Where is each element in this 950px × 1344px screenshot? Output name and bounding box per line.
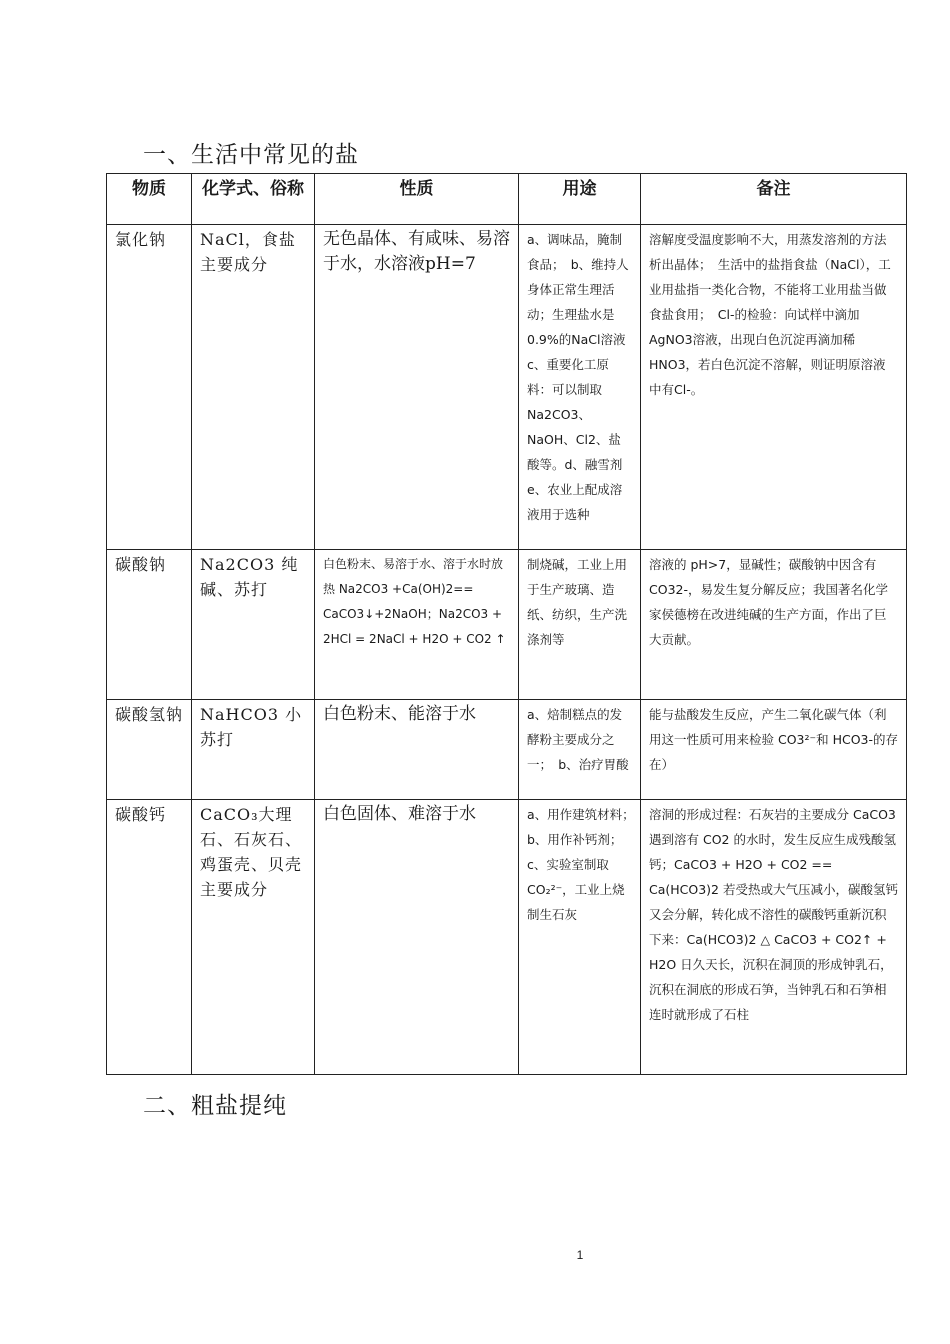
cell-formula: NaCl，食盐主要成分 bbox=[192, 225, 315, 550]
cell-usage: a、调味品，腌制食品； b、维持人身体正常生理活动；生理盐水是0.9%的NaCl溶液 c、重要化工原料：可以制取Na2CO3、NaOH、Cl2、盐酸等。d、融雪剂 e、农业上配成溶液用于选种 bbox=[519, 225, 641, 550]
cell-note: 溶洞的形成过程：石灰岩的主要成分 CaCO3 遇到溶有 CO2 的水时，发生反应生成残酸氢钙；CaCO3 + H2O + CO2 == Ca(HCO3)2 若受热或大气压减小，碳酸氢钙又会分解，转化成不溶性的碳酸钙重新沉积下来：Ca(HCO3)2 △ CaCO3 + CO2↑ + H2O 日久天长，沉积在洞顶的形成钟乳石，沉积在洞底的形成石笋，当钟乳石和石笋相连时就形成了石柱 bbox=[641, 800, 907, 1075]
header-substance: 物质 bbox=[107, 174, 192, 225]
cell-property: 无色晶体、有咸味、易溶于水，水溶液pH=7 bbox=[315, 225, 519, 550]
cell-property: 白色固体、难溶于水 bbox=[315, 800, 519, 1075]
page-number: 1 bbox=[576, 1248, 584, 1262]
cell-property: 白色粉末、能溶于水 bbox=[315, 700, 519, 800]
cell-usage: a、用作建筑材料； b、用作补钙剂； c、实验室制取CO₂²⁻，工业上烧制生石灰 bbox=[519, 800, 641, 1075]
header-formula: 化学式、俗称 bbox=[192, 174, 315, 225]
section-title-salt-purification: 二、粗盐提纯 bbox=[143, 1093, 287, 1119]
cell-formula: CaCO₃大理石、石灰石、鸡蛋壳、贝壳主要成分 bbox=[192, 800, 315, 1075]
cell-note: 溶液的 pH>7，显碱性；碳酸钠中因含有 CO32-，易发生复分解反应；我国著名化学家侯德榜在改进纯碱的生产方面，作出了巨大贡献。 bbox=[641, 550, 907, 700]
table-row bbox=[107, 800, 907, 1075]
cell-substance: 氯化钠 bbox=[107, 225, 192, 550]
cell-substance: 碳酸氢钠 bbox=[107, 700, 192, 800]
cell-note: 能与盐酸发生反应，产生二氧化碳气体（利用这一性质可用来检验 CO3²⁻和 HCO3-的存在） bbox=[641, 700, 907, 800]
cell-formula: Na2CO3 纯碱、苏打 bbox=[192, 550, 315, 700]
table-header-row bbox=[107, 174, 907, 225]
cell-substance: 碳酸钠 bbox=[107, 550, 192, 700]
header-usage: 用途 bbox=[519, 174, 641, 225]
table-row bbox=[107, 225, 907, 550]
cell-usage: 制烧碱，工业上用于生产玻璃、造纸、纺织，生产洗涤剂等 bbox=[519, 550, 641, 700]
header-property: 性质 bbox=[315, 174, 519, 225]
table-row bbox=[107, 550, 907, 700]
cell-note: 溶解度受温度影响不大，用蒸发溶剂的方法析出晶体； 生活中的盐指食盐（NaCl），工业用盐指一类化合物，不能将工业用盐当做食盐食用； Cl-的检验：向试样中滴加AgNO3溶液，出现白色沉淀再滴加稀HNO3，若白色沉淀不溶解，则证明原溶液中有Cl-。 bbox=[641, 225, 907, 550]
cell-substance: 碳酸钙 bbox=[107, 800, 192, 1075]
header-note: 备注 bbox=[641, 174, 907, 225]
section-title-common-salts: 一、生活中常见的盐 bbox=[143, 142, 359, 168]
cell-property: 白色粉末、易溶于水、溶于水时放热 Na2CO3 +Ca(OH)2== CaCO3↓+2NaOH；Na2CO3 + 2HCl = 2NaCl + H2O + CO2 ↑ bbox=[315, 550, 519, 700]
table-row bbox=[107, 700, 907, 800]
cell-formula: NaHCO3 小苏打 bbox=[192, 700, 315, 800]
cell-usage: a、焙制糕点的发酵粉主要成分之一； b、治疗胃酸 bbox=[519, 700, 641, 800]
salts-table bbox=[106, 173, 907, 1075]
